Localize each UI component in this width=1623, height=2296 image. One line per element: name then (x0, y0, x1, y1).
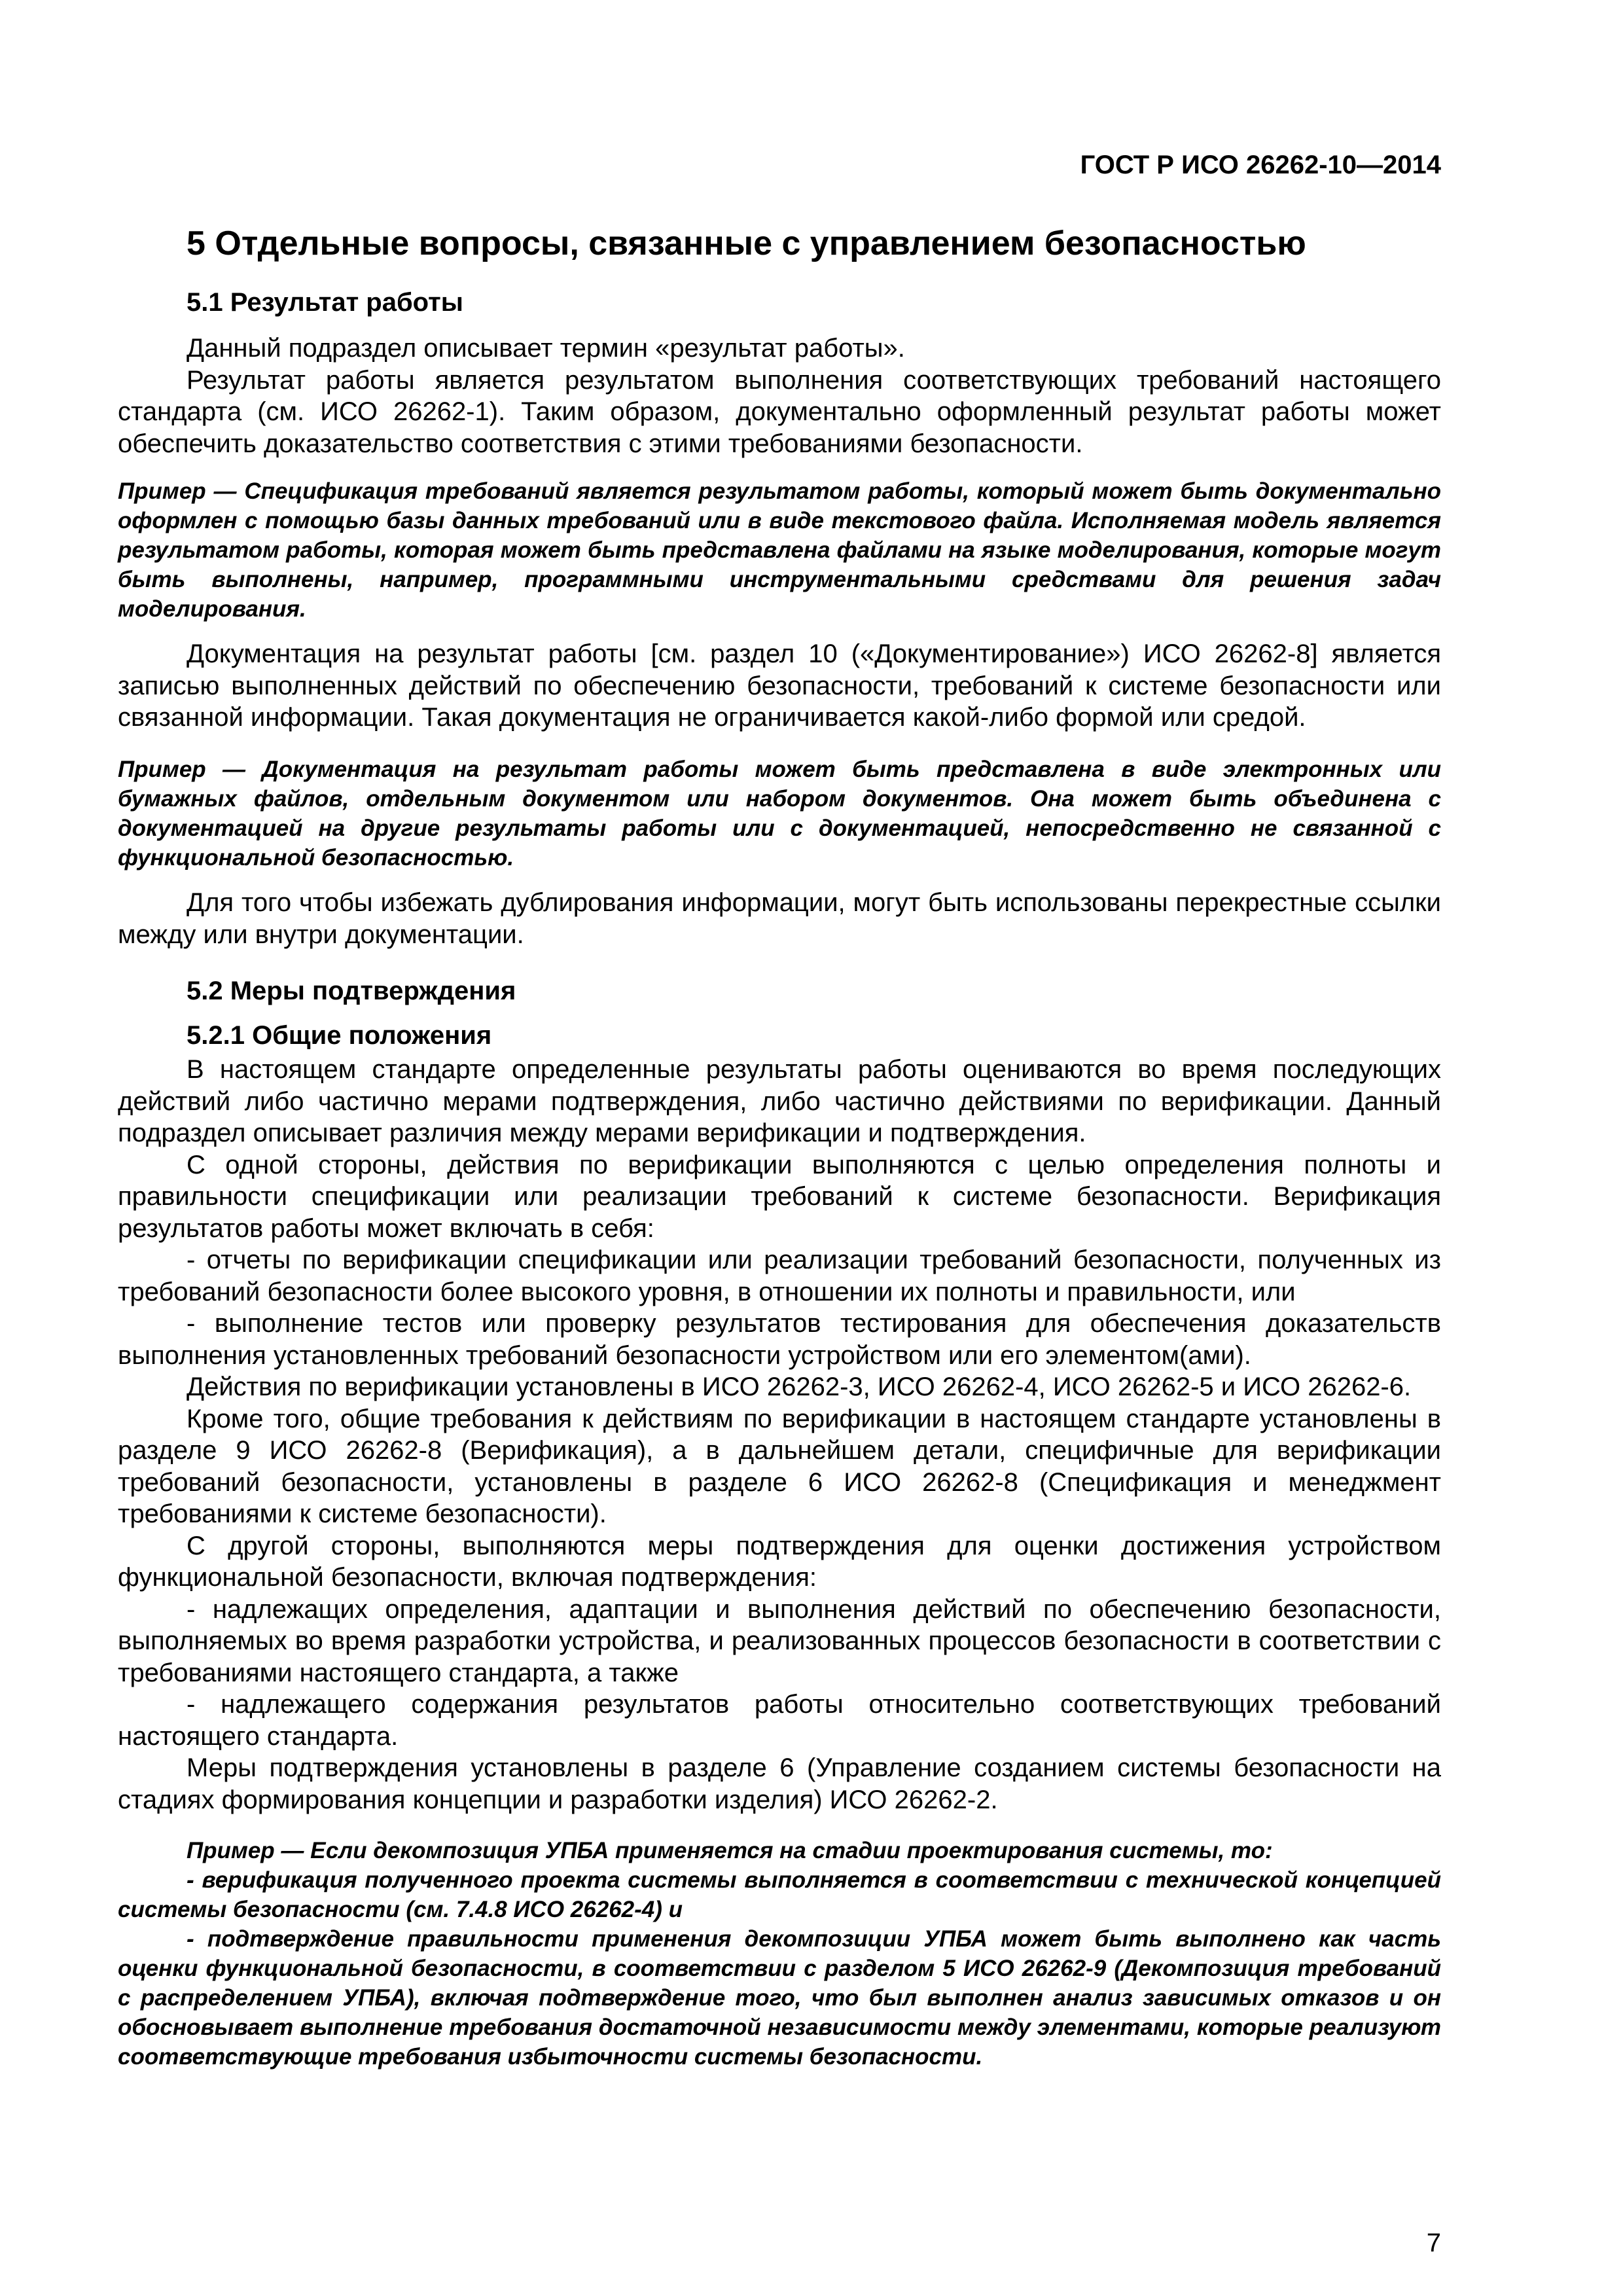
list-item: - надлежащих определения, адаптации и выполнения действий по обеспечению безопасности, выполняемых во время разработки устройства, и реализованных процессов безопасности в соответствии с требованиями настоящего стандарта, а также (118, 1594, 1441, 1687)
paragraph: Действия по верификации установлены в ИСО 26262-3, ИСО 26262-4, ИСО 26262-5 и ИСО 26262-6. (187, 1372, 1412, 1401)
subsection-title-5-2-1: 5.2.1 Общие положения (187, 1021, 492, 1050)
example-note: Пример — Спецификация требований является результатом работы, который может быть документально оформлен с помощью базы данных требований или в виде текстового файла. Исполняемая модель является результатом работы, которая может быть представлена файлами на языке моделирования, которые могут быть выполнены, например, программными инструментальными средствами для решения задач моделирования. (118, 478, 1441, 622)
paragraph: Кроме того, общие требования к действиям по верификации в настоящем стандарте установлены в разделе 9 ИСО 26262-8 (Верификация), а в дальнейшем детали, специфичные для верификации требований безопасности, установлены в разделе 6 ИСО 26262-8 (Спецификация и менеджмент требованиями к системе безопасности). (118, 1404, 1441, 1528)
list-item: - выполнение тестов или проверку результатов тестирования для обеспечения доказательств выполнения установленных требований безопасности устройством или его элементом(ами). (118, 1309, 1441, 1370)
paragraph: Документация на результат работы [см. раздел 10 («Документирование») ИСО 26262-8] является записью выполненных действий по обеспечению безопасности, требований к системе безопасности или связанной информации. Такая документация не ограничивается какой-либо формой или средой. (118, 639, 1441, 732)
example-note: Пример — Документация на результат работы может быть представлена в виде электронных или бумажных файлов, отдельным документом или набором документов. Она может быть объединена с документацией на другие результаты работы или с документацией, непосредственно не связанной с функциональной безопасностью. (118, 757, 1441, 870)
page-number: 7 (1426, 2229, 1441, 2257)
subsection-title-5-1: 5.1 Результат работы (187, 288, 463, 317)
paragraph: Данный подраздел описывает термин «результат работы». (187, 334, 905, 363)
paragraph: Меры подтверждения установлены в разделе 6 (Управление созданием системы безопасности на стадиях формирования концепции и разработки изделия) ИСО 26262-2. (118, 1753, 1441, 1814)
paragraph: В настоящем стандарте определенные результаты работы оцениваются во время последующих действий либо частично мерами подтверждения, либо частично действиями по верификации. Данный подраздел описывает различия между мерами верификации и подтверждения. (118, 1055, 1441, 1147)
paragraph: Результат работы является результатом выполнения соответствующих требований настоящего стандарта (см. ИСО 26262-1). Таким образом, документально оформленный результат работы может обеспечить доказательство соответствия с этими требованиями безопасности. (118, 365, 1441, 458)
section-title: 5 Отдельные вопросы, связанные с управлением безопасностью (187, 224, 1306, 262)
section-5-1-body (118, 332, 1441, 459)
list-item: - отчеты по верификации спецификации или реализации требований безопасности, полученных из требований безопасности более высокого уровня, в отношении их полноты и правильности, или (118, 1246, 1441, 1306)
document-header: ГОСТ Р ИСО 26262-10—2014 (1080, 151, 1441, 179)
section-5-1-body-end (118, 887, 1441, 950)
section-5-1-body-continued (118, 638, 1441, 734)
subsection-title-5-2: 5.2 Меры подтверждения (187, 977, 516, 1005)
note-line: Пример — Если декомпозиция УПБА применяется на стадии проектирования системы, то: (187, 1838, 1273, 1863)
note-line: - верификация полученного проекта системы выполняется в соответствии с технической концепцией системы безопасности (см. 7.4.8 ИСО 26262-4) и (118, 1867, 1441, 1922)
note-line: - подтверждение правильности применения декомпозиции УПБА может быть выполнено как часть оценки функциональной безопасности, в соответствии с разделом 5 ИСО 26262-9 (Декомпозиция требований с распределением УПБА), включая подтверждение того, что был выполнен анализ зависимых отказов и он обосновывает выполнение требования достаточной независимости между элементами, которые реализуют соответствующие требования избыточности системы безопасности. (118, 1926, 1441, 2070)
section-5-2-1-body (118, 1054, 1441, 1816)
example-note (118, 1836, 1441, 2072)
paragraph: С одной стороны, действия по верификации выполняются с целью определения полноты и правильности спецификации или реализации требований к системе безопасности. Верификация результатов работы может включать в себя: (118, 1150, 1441, 1243)
paragraph: С другой стороны, выполняются меры подтверждения для оценки достижения устройством функциональной безопасности, включая подтверждения: (118, 1531, 1441, 1592)
paragraph: Для того чтобы избежать дублирования информации, могут быть использованы перекрестные ссылки между или внутри документации. (118, 888, 1441, 949)
list-item: - надлежащего содержания результатов работы относительно соответствующих требований настоящего стандарта. (118, 1690, 1441, 1751)
